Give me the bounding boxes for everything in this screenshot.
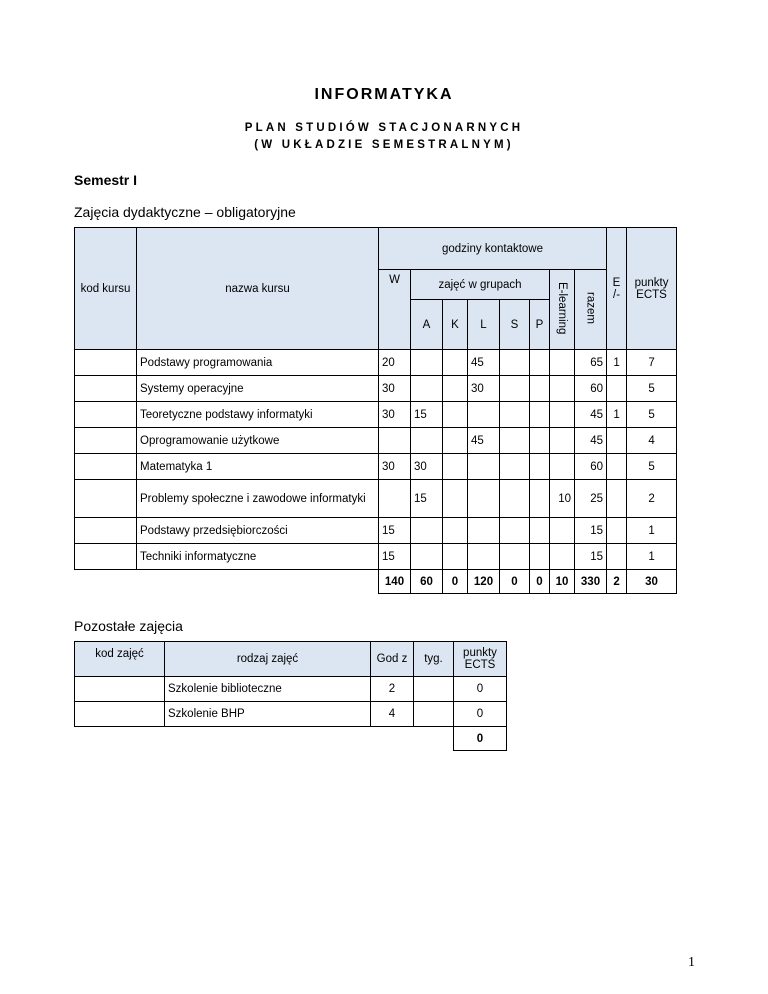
cell-nazwa: Techniki informatyczne	[137, 544, 379, 570]
document-title: INFORMATYKA	[314, 86, 454, 103]
cell-razem: 15	[575, 544, 607, 570]
table-row	[75, 402, 677, 428]
cell-ects: 0	[454, 677, 507, 702]
cell-kod	[75, 350, 137, 376]
subtitle-line-2: (W UKŁADZIE SEMESTRALNYM)	[254, 139, 514, 151]
cell-exam: 1	[607, 402, 627, 428]
cell-exam	[607, 454, 627, 480]
cell-l	[468, 544, 500, 570]
total-elearning: 10	[550, 570, 575, 594]
totals-spacer	[75, 727, 454, 751]
header-ects: punkty ECTS	[454, 642, 507, 677]
cell-exam	[607, 518, 627, 544]
cell-elearning: 10	[550, 480, 575, 518]
cell-godz: 4	[371, 702, 414, 727]
cell-l: 30	[468, 376, 500, 402]
cell-razem: 15	[575, 518, 607, 544]
table-row	[75, 454, 677, 480]
cell-k	[443, 480, 468, 518]
cell-ects: 2	[627, 480, 677, 518]
cell-l	[468, 402, 500, 428]
total-razem: 330	[575, 570, 607, 594]
cell-kod	[75, 428, 137, 454]
cell-w: 30	[379, 454, 411, 480]
cell-ects: 7	[627, 350, 677, 376]
total-a: 60	[411, 570, 443, 594]
cell-p	[530, 376, 550, 402]
cell-elearning	[550, 402, 575, 428]
cell-a: 30	[411, 454, 443, 480]
cell-kod	[75, 480, 137, 518]
cell-k	[443, 454, 468, 480]
document-subtitle	[0, 120, 768, 154]
cell-rodzaj: Szkolenie biblioteczne	[165, 677, 371, 702]
cell-l: 45	[468, 350, 500, 376]
cell-exam	[607, 428, 627, 454]
cell-kod	[75, 402, 137, 428]
cell-elearning	[550, 544, 575, 570]
cell-a: 15	[411, 480, 443, 518]
cell-elearning	[550, 350, 575, 376]
cell-kod	[75, 702, 165, 727]
cell-ects: 1	[627, 518, 677, 544]
cell-razem: 65	[575, 350, 607, 376]
header-godziny-kontaktowe: godziny kontaktowe	[379, 228, 607, 270]
cell-k	[443, 544, 468, 570]
header-s: S	[500, 300, 530, 350]
header-w: W	[379, 270, 411, 350]
cell-w: 30	[379, 402, 411, 428]
cell-razem: 60	[575, 376, 607, 402]
cell-tyg	[414, 677, 454, 702]
cell-k	[443, 518, 468, 544]
table-row	[75, 702, 507, 727]
cell-nazwa: Podstawy przedsiębiorczości	[137, 518, 379, 544]
cell-p	[530, 480, 550, 518]
table-row	[75, 376, 677, 402]
table-row	[75, 518, 677, 544]
cell-p	[530, 350, 550, 376]
cell-nazwa: Problemy społeczne i zawodowe informatyki	[137, 480, 379, 518]
total-ects: 0	[454, 727, 507, 751]
cell-ects: 1	[627, 544, 677, 570]
cell-w: 15	[379, 518, 411, 544]
header-k: K	[443, 300, 468, 350]
cell-elearning	[550, 518, 575, 544]
cell-godz: 2	[371, 677, 414, 702]
cell-razem: 45	[575, 402, 607, 428]
cell-a	[411, 376, 443, 402]
header-razem: razem	[575, 270, 607, 350]
header-row	[75, 642, 507, 677]
header-godz: God z	[371, 642, 414, 677]
cell-s	[500, 518, 530, 544]
cell-razem: 25	[575, 480, 607, 518]
cell-s	[500, 428, 530, 454]
cell-s	[500, 376, 530, 402]
table-row	[75, 677, 507, 702]
header-elearning: E-learning	[550, 270, 575, 350]
semester-heading: Semestr I	[74, 172, 138, 188]
other-classes-heading: Pozostałe zajęcia	[74, 618, 183, 634]
header-a: A	[411, 300, 443, 350]
cell-l	[468, 480, 500, 518]
cell-exam: 1	[607, 350, 627, 376]
cell-kod	[75, 677, 165, 702]
cell-a	[411, 428, 443, 454]
totals-row	[75, 727, 507, 751]
total-p: 0	[530, 570, 550, 594]
cell-razem: 45	[575, 428, 607, 454]
table-row	[75, 428, 677, 454]
header-zajec-w-grupach: zajęć w grupach	[411, 270, 550, 300]
cell-exam	[607, 544, 627, 570]
cell-nazwa: Matematyka 1	[137, 454, 379, 480]
cell-ects: 5	[627, 376, 677, 402]
cell-a	[411, 350, 443, 376]
header-ects: punkty ECTS	[627, 228, 677, 350]
table-row	[75, 544, 677, 570]
cell-w: 15	[379, 544, 411, 570]
cell-nazwa: Systemy operacyjne	[137, 376, 379, 402]
cell-s	[500, 454, 530, 480]
cell-kod	[75, 544, 137, 570]
total-s: 0	[500, 570, 530, 594]
cell-s	[500, 480, 530, 518]
cell-k	[443, 428, 468, 454]
cell-l	[468, 454, 500, 480]
cell-elearning	[550, 454, 575, 480]
cell-ects: 5	[627, 402, 677, 428]
cell-p	[530, 402, 550, 428]
total-k: 0	[443, 570, 468, 594]
cell-k	[443, 350, 468, 376]
cell-kod	[75, 454, 137, 480]
cell-elearning	[550, 428, 575, 454]
cell-p	[530, 428, 550, 454]
cell-nazwa: Oprogramowanie użytkowe	[137, 428, 379, 454]
totals-spacer	[75, 570, 379, 594]
cell-w	[379, 480, 411, 518]
header-row-1	[75, 228, 677, 270]
mandatory-classes-table	[74, 227, 677, 594]
cell-ects: 5	[627, 454, 677, 480]
total-l: 120	[468, 570, 500, 594]
table-row	[75, 350, 677, 376]
cell-razem: 60	[575, 454, 607, 480]
header-kod-kursu: kod kursu	[75, 228, 137, 350]
cell-p	[530, 454, 550, 480]
cell-tyg	[414, 702, 454, 727]
cell-rodzaj: Szkolenie BHP	[165, 702, 371, 727]
header-nazwa-kursu: nazwa kursu	[137, 228, 379, 350]
cell-w	[379, 428, 411, 454]
header-rodzaj-zajec: rodzaj zajęć	[165, 642, 371, 677]
cell-a	[411, 518, 443, 544]
mandatory-classes-heading: Zajęcia dydaktyczne – obligatoryjne	[74, 204, 296, 220]
cell-w: 30	[379, 376, 411, 402]
cell-exam	[607, 376, 627, 402]
cell-a: 15	[411, 402, 443, 428]
header-exam: E /-	[607, 228, 627, 350]
cell-exam	[607, 480, 627, 518]
cell-ects: 4	[627, 428, 677, 454]
header-kod-zajec: kod zajęć	[75, 642, 165, 677]
table-row	[75, 480, 677, 518]
cell-p	[530, 518, 550, 544]
cell-k	[443, 376, 468, 402]
header-tyg: tyg.	[414, 642, 454, 677]
cell-nazwa: Teoretyczne podstawy informatyki	[137, 402, 379, 428]
header-p: P	[530, 300, 550, 350]
total-ects: 30	[627, 570, 677, 594]
total-w: 140	[379, 570, 411, 594]
cell-kod	[75, 376, 137, 402]
cell-a	[411, 544, 443, 570]
cell-k	[443, 402, 468, 428]
cell-s	[500, 350, 530, 376]
header-l: L	[468, 300, 500, 350]
cell-s	[500, 402, 530, 428]
cell-l	[468, 518, 500, 544]
cell-p	[530, 544, 550, 570]
page-number: 1	[688, 955, 695, 970]
totals-row	[75, 570, 677, 594]
cell-l: 45	[468, 428, 500, 454]
other-classes-table	[74, 641, 507, 751]
total-exam: 2	[607, 570, 627, 594]
cell-kod	[75, 518, 137, 544]
cell-nazwa: Podstawy programowania	[137, 350, 379, 376]
cell-s	[500, 544, 530, 570]
cell-elearning	[550, 376, 575, 402]
cell-ects: 0	[454, 702, 507, 727]
cell-w: 20	[379, 350, 411, 376]
subtitle-line-1: PLAN STUDIÓW STACJONARNYCH	[244, 122, 524, 134]
